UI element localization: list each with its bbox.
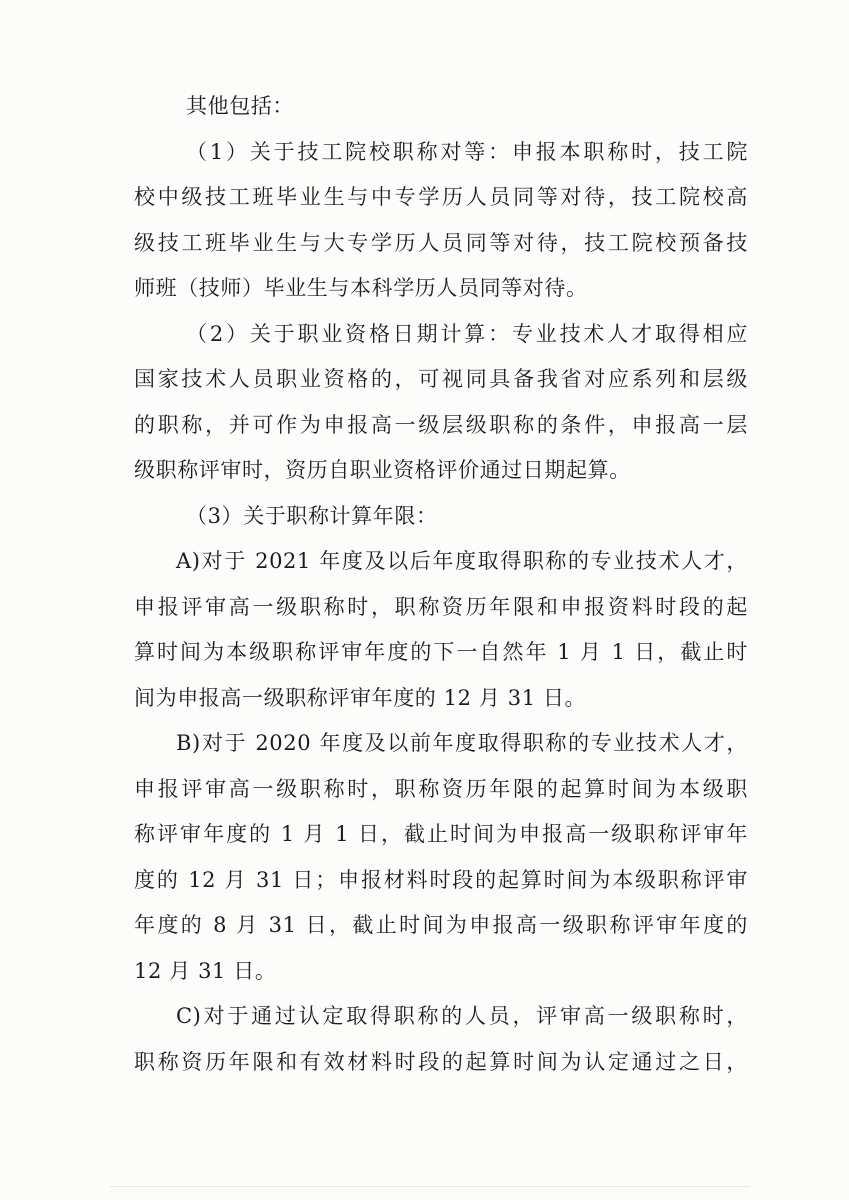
p2-line-3: 的职称，并可作为申报高一级层级职称的条件，申报高一层	[134, 412, 748, 437]
pC-line-1: C)对于通过认定取得职称的人员，评审高一级职称时，	[176, 1004, 748, 1028]
p2-line-2: 国家技术人员职业资格的，可视同具备我省对应系列和层级	[134, 367, 748, 391]
p1-line-4: 师班（技师）毕业生与本科学历人员同等对待。	[134, 276, 588, 300]
document-body	[134, 84, 748, 1085]
pB-line-5: 年度的 8 月 31 日，截止时间为申报高一级职称评审年度的	[134, 913, 748, 937]
intro-line: 其他包括：	[186, 94, 294, 118]
p1-line-3: 级技工班毕业生与大专学历人员同等对待，技工院校预备技	[134, 230, 748, 255]
pA-line-3: 算时间为本级职称评审年度的下一自然年 1 月 1 日，截止时	[134, 640, 748, 664]
pA-line-1: A)对于 2021 年度及以后年度取得职称的专业技术人才，	[176, 549, 748, 573]
pB-line-6: 12 月 31 日。	[134, 958, 277, 983]
p1-line-1: （1）关于技工院校职称对等：申报本职称时，技工院	[186, 139, 748, 164]
pB-line-2: 申报评审高一级职称时，职称资历年限的起算时间为本级职	[134, 776, 748, 801]
p2-line-1: （2）关于职业资格日期计算：专业技术人才取得相应	[186, 321, 748, 346]
p2-line-4: 级职称评审时，资历自职业资格评价通过日期起算。	[134, 458, 631, 482]
pB-line-4: 度的 12 月 31 日；申报材料时段的起算时间为本级职称评审	[134, 867, 748, 892]
pB-line-3: 称评审年度的 1 月 1 日，截止时间为申报高一级职称评审年	[134, 822, 748, 846]
pA-line-4: 间为申报高一级职称评审年度的 12 月 31 日。	[134, 685, 587, 710]
p3-title: （3）关于职称计算年限：	[186, 503, 438, 528]
pB-line-1: B)对于 2020 年度及以前年度取得职称的专业技术人才，	[176, 731, 748, 755]
scan-edge-rule	[110, 1186, 750, 1187]
p1-line-2: 校中级技工班毕业生与中专学历人员同等对待，技工院校高	[134, 185, 748, 209]
pA-line-2: 申报评审高一级职称时，职称资历年限和申报资料时段的起	[134, 594, 748, 619]
pC-line-2: 职称资历年限和有效材料时段的起算时间为认定通过之日，	[134, 1049, 748, 1074]
